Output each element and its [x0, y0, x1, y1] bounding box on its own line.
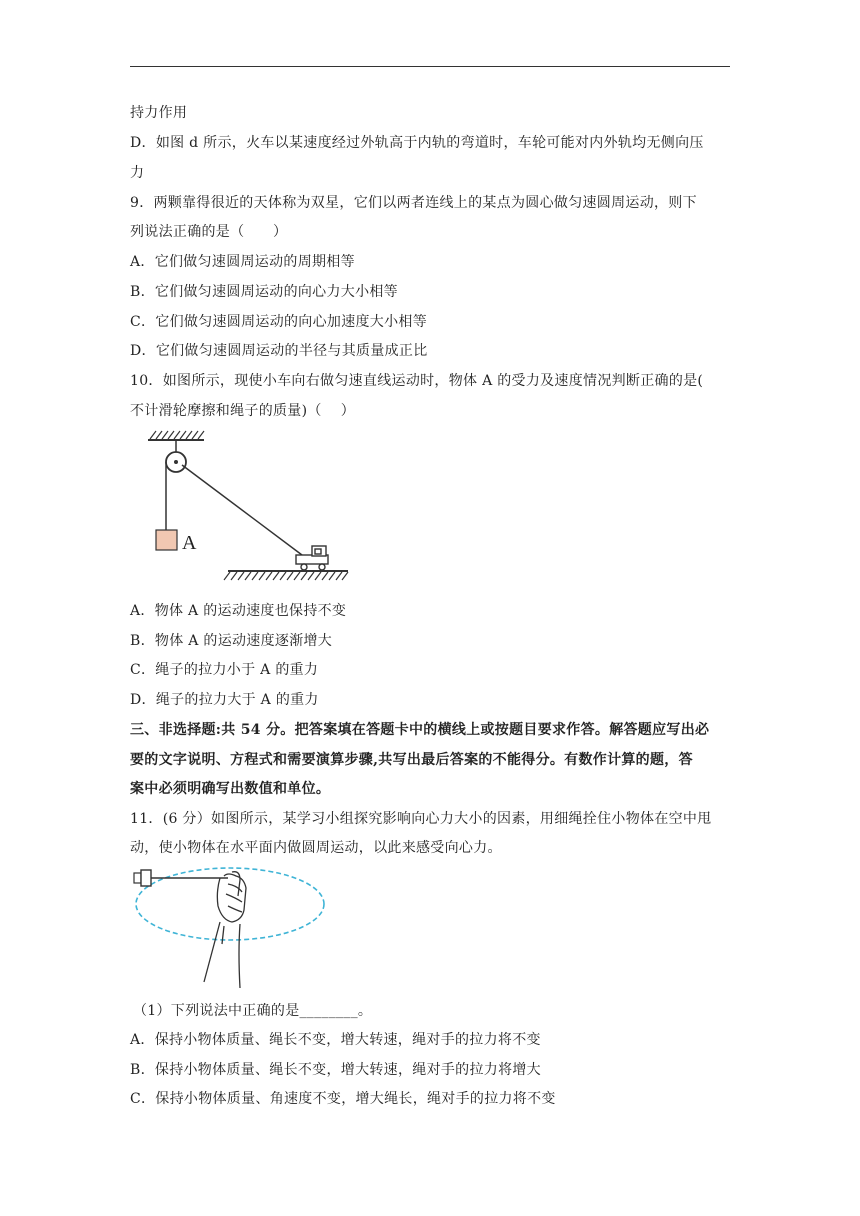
section-3-heading-cont: 案中必须明确写出数值和单位。: [130, 781, 331, 797]
text-line: 持力作用: [130, 105, 188, 121]
q9-option-d: D．它们做匀速圆周运动的半径与其质量成正比: [130, 343, 428, 359]
q9-option-a: A．它们做匀速圆周运动的周期相等: [130, 254, 355, 270]
text-line: 力: [130, 165, 145, 181]
block-a: [156, 530, 177, 550]
pulley-cart-figure: [140, 428, 360, 588]
hand-icon: [204, 872, 246, 988]
cart: [296, 546, 328, 570]
q10-option-d: D．绳子的拉力大于 A 的重力: [130, 692, 319, 708]
question-10-stem-cont: 不计滑轮摩擦和绳子的质量)（ ）: [130, 403, 356, 419]
q10-option-b: B．物体 A 的运动速度逐渐增大: [130, 633, 333, 649]
circular-motion-figure: [128, 862, 333, 996]
question-9-stem: 9．两颗靠得很近的天体称为双星，它们以两者连线上的某点为圆心做匀速圆周运动，则下: [130, 195, 697, 211]
q10-option-c: C．绳子的拉力小于 A 的重力: [130, 662, 319, 678]
q11-option-c: C．保持小物体质量、角速度不变，增大绳长，绳对手的拉力将不变: [130, 1091, 556, 1107]
circular-path: [136, 868, 324, 940]
question-10-stem: 10．如图所示，现使小车向右做匀速直线运动时，物体 A 的受力及速度情况判断正确的是(: [130, 373, 704, 389]
q9-option-b: B．它们做匀速圆周运动的向心力大小相等: [130, 284, 398, 300]
q9-option-c: C．它们做匀速圆周运动的向心加速度大小相等: [130, 314, 428, 330]
q11-option-a: A．保持小物体质量、绳长不变，增大转速，绳对手的拉力将不变: [130, 1032, 541, 1048]
question-11-stem: 11．(6 分）如图所示，某学习小组探究影响向心力大小的因素，用细绳拴住小物体在空中甩: [130, 811, 712, 827]
section-3-heading: 三、非选择题:共 54 分。把答案填在答题卡中的横线上或按题目要求作答。解答题应写出必: [130, 722, 710, 738]
small-object: [134, 873, 141, 883]
q11-option-b: B．保持小物体质量、绳长不变，增大转速，绳对手的拉力将增大: [130, 1062, 541, 1078]
block-a-label: A: [182, 532, 197, 554]
option-d-line: D．如图 d 所示，火车以某速度经过外轨高于内轨的弯道时，车轮可能对内外轨均无侧向压: [130, 135, 704, 151]
question-9-stem-cont: 列说法正确的是（ ）: [130, 224, 288, 240]
question-11-part-1: （1）下列说法中正确的是________。: [133, 1003, 373, 1019]
section-3-heading-cont: 要的文字说明、方程式和需要演算步骤,共写出最后答案的不能得分。有数作计算的题，答: [130, 752, 693, 768]
question-11-stem-cont: 动，使小物体在水平面内做圆周运动，以此来感受向心力。: [130, 840, 502, 856]
header-rule: [130, 66, 730, 67]
q10-option-a: A．物体 A 的运动速度也保持不变: [130, 603, 347, 619]
rope: [182, 465, 302, 555]
